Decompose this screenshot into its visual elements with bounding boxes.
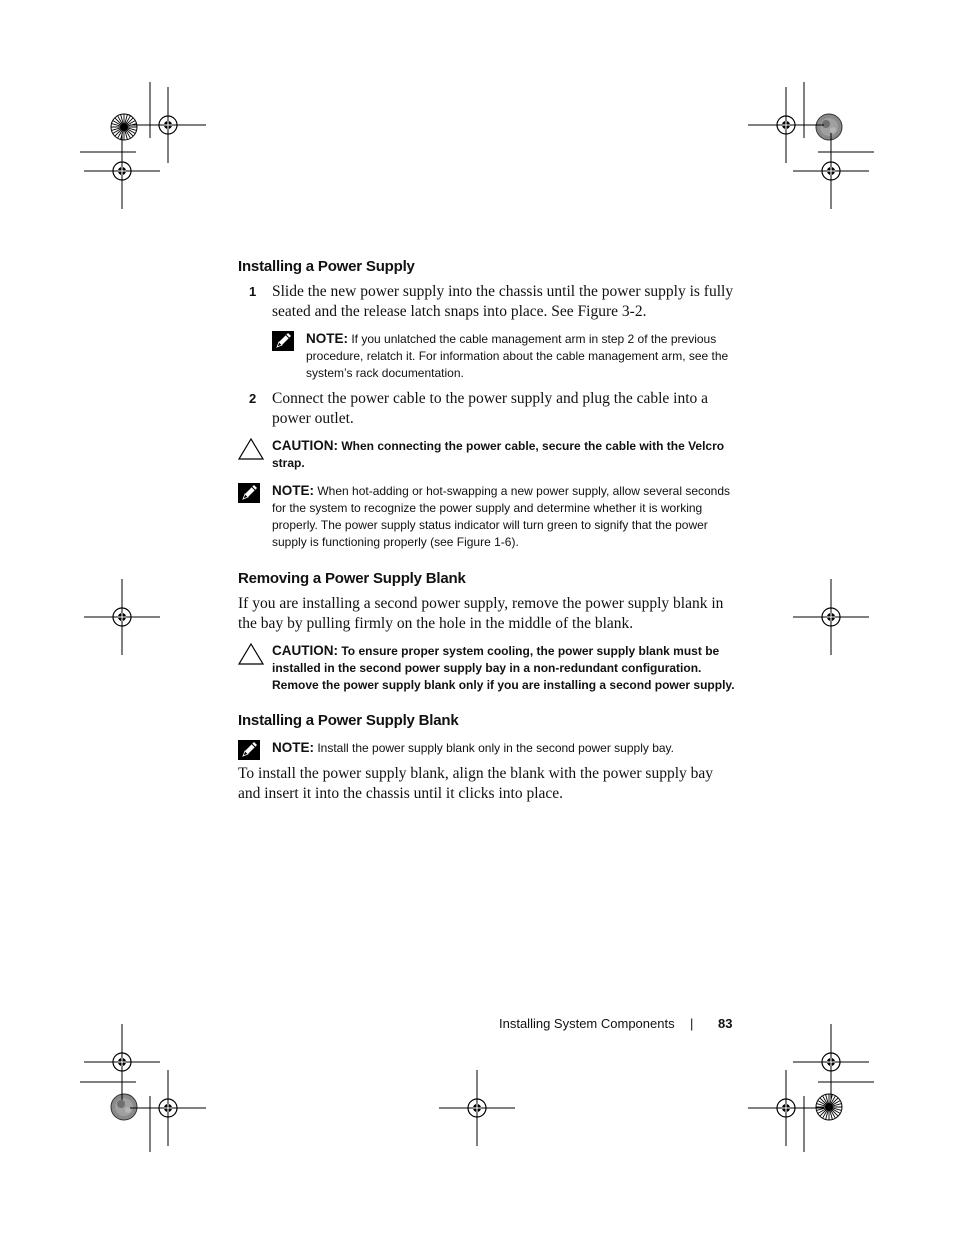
caution-text: To ensure proper system cooling, the power supply blank must be installed in the second power supply bay in a non-redundant configuration. Remove the power supply blank only if you are installing a second power supply.	[272, 644, 735, 692]
page-content	[238, 258, 738, 803]
note-label: NOTE:	[272, 483, 314, 498]
step-2	[238, 389, 738, 428]
step-text: Slide the new power supply into the chassis until the power supply is fully seated and the release latch snaps into place. See Figure 3-2.	[272, 283, 734, 320]
note-text: When hot-adding or hot-swapping a new power supply, allow several seconds for the system to recognize the power supply and determine whether it is working properly. The power supply status indicator will turn green to signify that the power supply is functioning properly (see Figure 1-6).	[272, 484, 731, 549]
note-text: If you unlatched the cable management arm in step 2 of the previous procedure, relatch it. For information about the cable management arm, see the system’s rack documentation.	[306, 332, 729, 380]
note-label: NOTE:	[306, 331, 348, 346]
note-box	[238, 739, 738, 757]
section-heading-installing-power-supply-blank: Installing a Power Supply Blank	[238, 712, 459, 729]
note-label: NOTE:	[272, 740, 314, 755]
note-pencil-icon	[238, 483, 260, 508]
paragraph: To install the power supply blank, align the blank with the power supply bay and insert it into the chassis until it clicks into place.	[238, 765, 714, 802]
note-box	[272, 330, 738, 382]
caution-label: CAUTION:	[272, 438, 338, 453]
caution-box	[238, 437, 738, 472]
note-pencil-icon	[272, 331, 294, 356]
step-number: 2	[249, 391, 257, 406]
step-1	[238, 282, 738, 321]
footer-chapter-title: Installing System Components	[499, 1016, 675, 1031]
caution-triangle-icon	[238, 438, 264, 465]
caution-text: When connecting the power cable, secure the cable with the Velcro strap.	[272, 439, 725, 470]
step-text: Connect the power cable to the power supply and plug the cable into a power outlet.	[272, 390, 709, 427]
note-box	[238, 482, 738, 551]
note-pencil-icon	[238, 740, 260, 765]
caution-box	[238, 642, 738, 694]
step-number: 1	[249, 284, 257, 299]
paragraph: If you are installing a second power supply, remove the power supply blank in the bay by pulling firmly on the hole in the middle of the blank.	[238, 595, 724, 632]
section-heading-removing-power-supply-blank: Removing a Power Supply Blank	[238, 570, 466, 587]
page-number: 83	[718, 1016, 733, 1031]
note-text: Install the power supply blank only in the second power supply bay.	[317, 741, 674, 755]
section-heading-installing-power-supply: Installing a Power Supply	[238, 258, 415, 275]
caution-triangle-icon	[238, 643, 264, 670]
caution-label: CAUTION:	[272, 643, 338, 658]
footer-separator: |	[690, 1016, 694, 1031]
